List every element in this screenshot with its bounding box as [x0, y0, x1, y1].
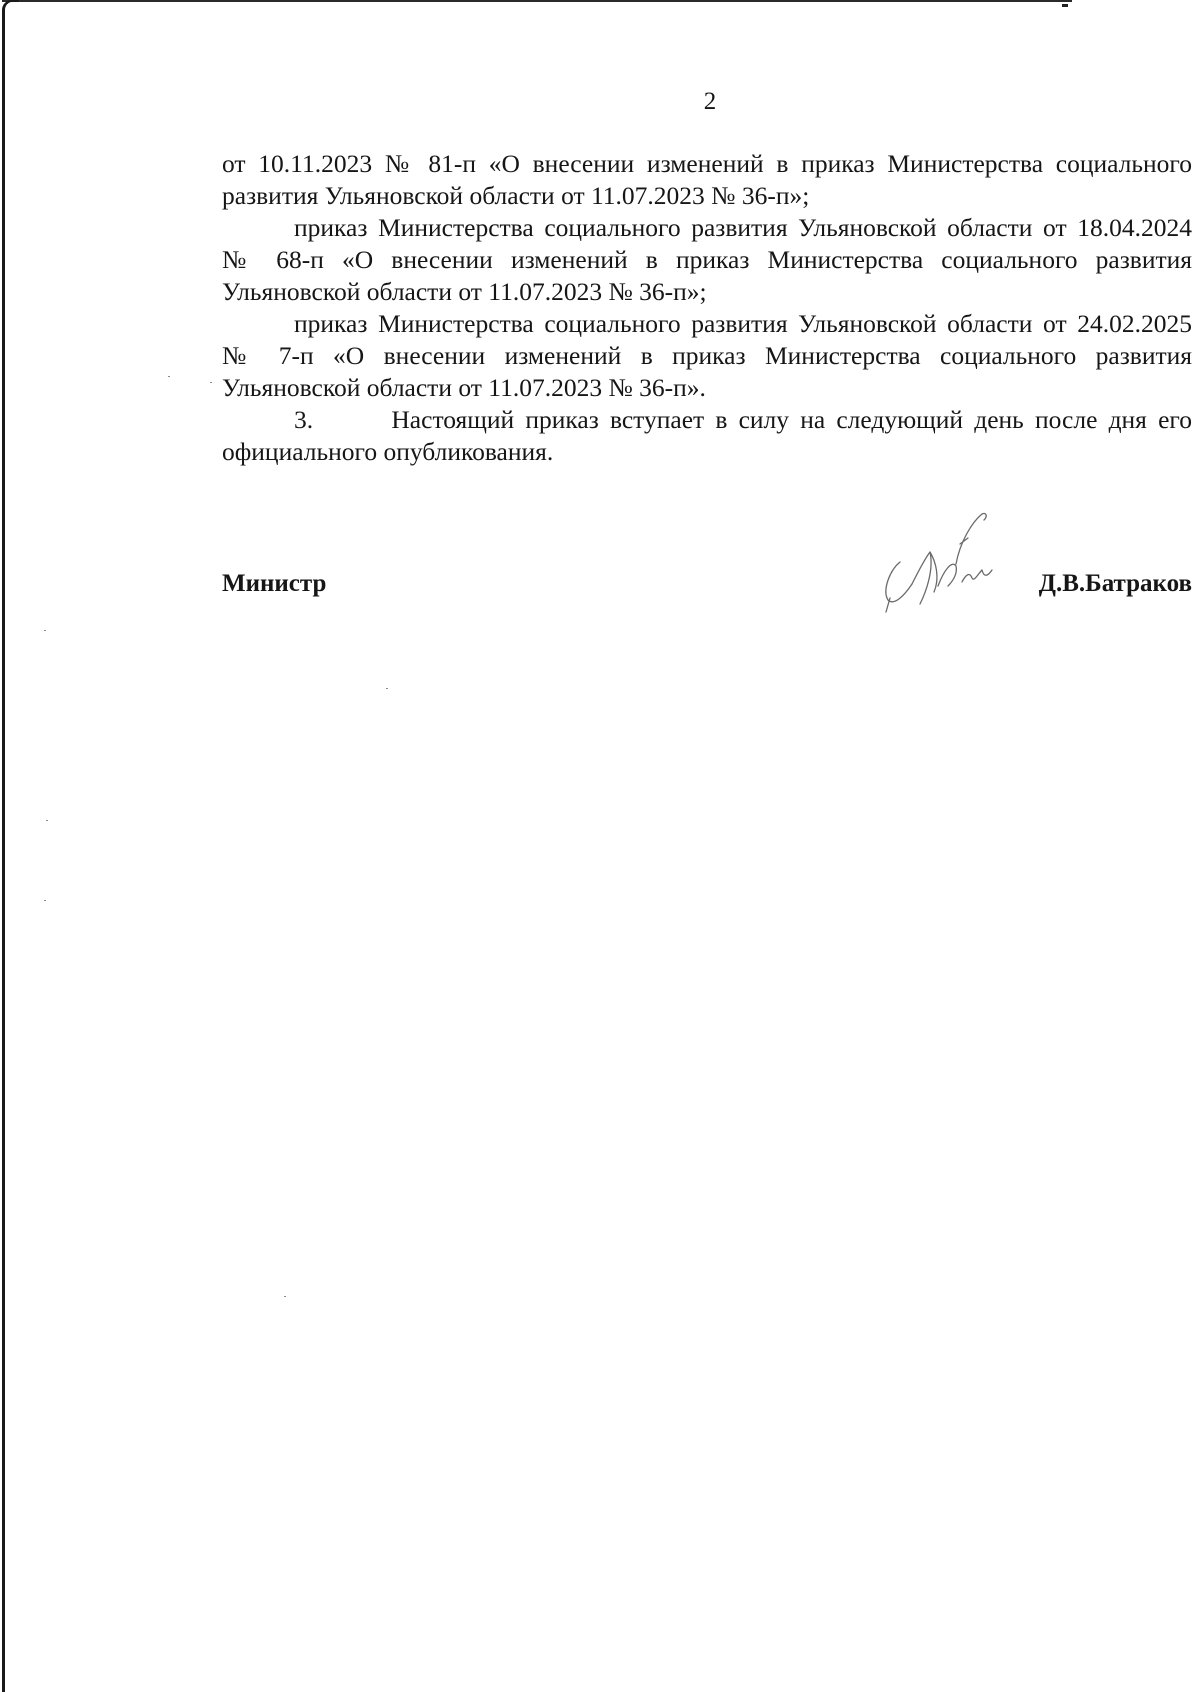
signatory-position: Министр	[222, 570, 327, 597]
paragraph-amendment-2025: приказ Министерства социального развития Ульяновской области от 24.02.2025 № 7-п «О внесении изменений в приказ Министерства социального развития Ульяновской области от 11.07.2023 № 36-п».	[222, 309, 1192, 402]
scan-speck	[386, 688, 388, 689]
scan-speck	[46, 820, 48, 821]
scan-mark	[1062, 4, 1068, 7]
paragraph-effective-date: 3. Настоящий приказ вступает в силу на следующий день после дня его официального опубликования.	[222, 405, 1192, 466]
scan-speck	[210, 382, 212, 383]
signatory-name: Д.В.Батраков	[1038, 570, 1192, 597]
handwritten-signature	[860, 500, 1020, 620]
signature-block	[222, 570, 1192, 610]
scan-speck	[44, 900, 46, 901]
scan-border-left	[2, 14, 5, 1692]
scan-speck	[44, 630, 46, 631]
scan-border-top	[2, 0, 1072, 2]
paragraph-amendment-2024: приказ Министерства социального развития Ульяновской области от 18.04.2024 № 68-п «О внесении изменений в приказ Министерства социального развития Ульяновской области от 11.07.2023 № 36-п»;	[222, 213, 1192, 306]
scan-speck	[284, 1296, 286, 1297]
scan-speck	[168, 376, 170, 377]
paragraph-amendment-2023: от 10.11.2023 № 81-п «О внесении изменений в приказ Министерства социального развития Ульяновской области от 11.07.2023 № 36-п»;	[222, 149, 1192, 210]
page-number: 2	[703, 88, 717, 115]
document-body	[222, 148, 1192, 468]
